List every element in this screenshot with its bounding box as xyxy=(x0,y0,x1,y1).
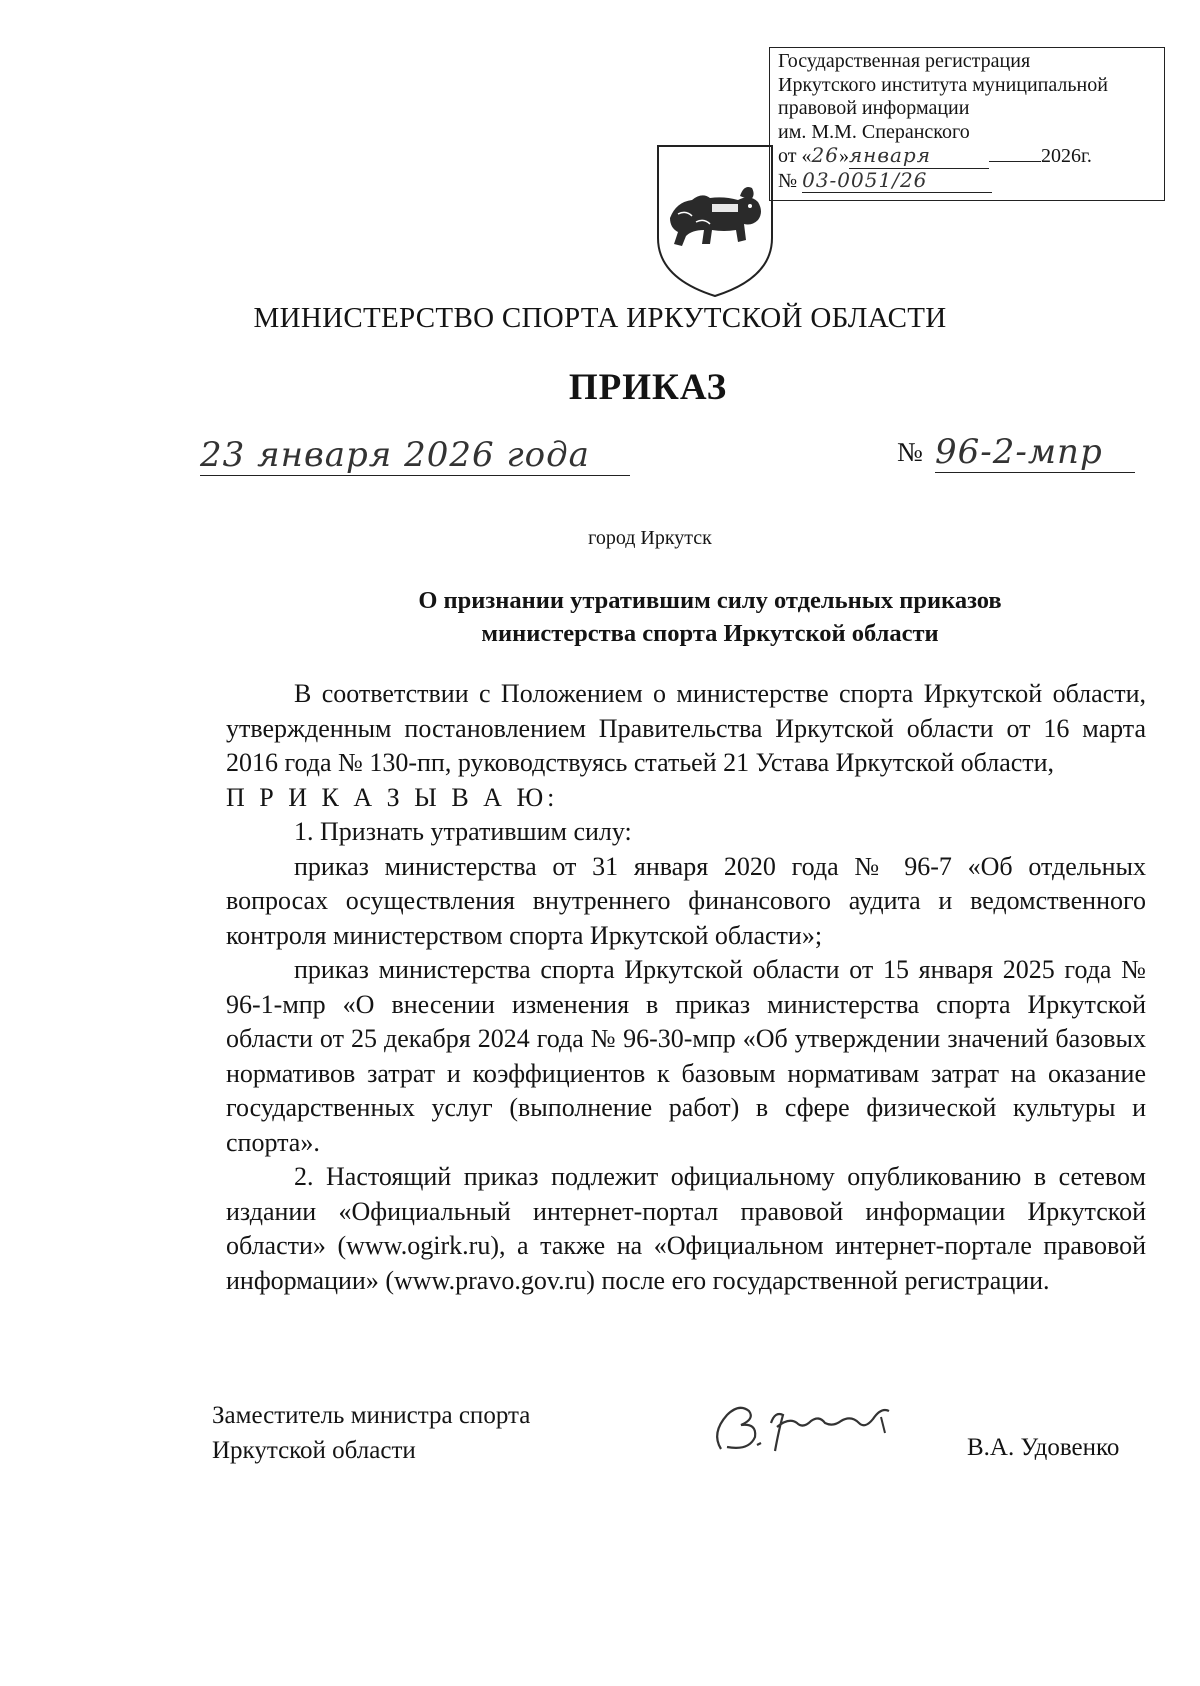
registration-number-prefix: № xyxy=(778,169,798,192)
registration-stamp xyxy=(769,47,1165,201)
subject-line-2: министерства спорта Иркутской области xyxy=(481,620,939,647)
registration-line-2: Иркутского института муниципальной xyxy=(778,73,1108,96)
document-type-title: ПРИКАЗ xyxy=(568,367,728,408)
handwritten-signature-icon xyxy=(705,1393,915,1463)
registration-number-value: 03-0051/26 xyxy=(802,169,992,194)
order-word: П Р И К А З Ы В А Ю: xyxy=(226,782,559,812)
registration-line-1: Государственная регистрация xyxy=(778,50,1031,72)
coat-of-arms-icon xyxy=(652,140,778,300)
registration-number xyxy=(778,169,1156,194)
registration-date-suffix: г. xyxy=(1080,145,1092,167)
handwritten-order-number: 96-2-мпр xyxy=(935,432,1135,473)
registration-date-mid: » xyxy=(838,145,849,167)
item-2-paragraph: 2. Настоящий приказ подлежит официальному опубликованию в сетевом издании «Официальный интернет-портал правовой информации Иркутской области» (www.ogirk.ru), а также на «Официальном интернет-портале правовой информации» (www.pravo.gov.ru) после его государственной регистрации. xyxy=(226,1162,1146,1295)
order-body xyxy=(226,677,1146,1298)
item-1b-paragraph: приказ министерства спорта Иркутской области от 15 января 2025 года № 96-1-мпр «О внесении изменения в приказ министерства спорта Иркутской области от 25 декабря 2024 года № 96-30-мпр «Об утверждении значений базовых нормативов затрат и коэффициентов к базовым нормативам затрат на оказание государственных услуг (выполнение работ) в сфере физической культуры и спорта». xyxy=(226,955,1146,1157)
signer-title-line-2: Иркутской области xyxy=(212,1437,416,1464)
item-1-heading: 1. Признать утратившим силу: xyxy=(294,817,632,846)
ministry-name: МИНИСТЕРСТВО СПОРТА ИРКУТСКОЙ ОБЛАСТИ xyxy=(253,302,947,334)
city-label: город Иркутск xyxy=(588,527,712,549)
signer-title-line-1: Заместитель министра спорта xyxy=(212,1402,531,1429)
subject-line-1: О признании утратившим силу отдельных приказов xyxy=(418,587,1002,614)
signer-title xyxy=(212,1398,530,1468)
item-1a-paragraph: приказ министерства от 31 января 2020 года № 96-7 «Об отдельных вопросах осуществления внутреннего финансового аудита и ведомственного контроля министерством спорта Иркутской области»; xyxy=(226,851,1146,950)
registration-date-prefix: от « xyxy=(778,145,812,167)
order-subject xyxy=(330,584,1090,650)
preamble-paragraph: В соответствии с Положением о министерстве спорта Иркутской области, утвержденным постановлением Правительства Иркутской области от 16 марта 2016 года № 130-пп, руководствуясь статьей 21 Устава Иркутской области, xyxy=(226,679,1146,777)
registration-line-3: правовой информации xyxy=(778,97,970,119)
handwritten-order-date: 23 января 2026 года xyxy=(200,435,630,476)
registration-date-year: 2026 xyxy=(1040,145,1081,167)
signer-name: В.А. Удовенко xyxy=(967,1434,1120,1461)
registration-date xyxy=(778,144,1156,169)
registration-date-month: января xyxy=(849,144,989,169)
registration-date-day: 26 xyxy=(811,143,839,167)
order-number-sign: № xyxy=(897,437,923,467)
registration-line-4: им. М.М. Сперанского xyxy=(778,120,970,143)
